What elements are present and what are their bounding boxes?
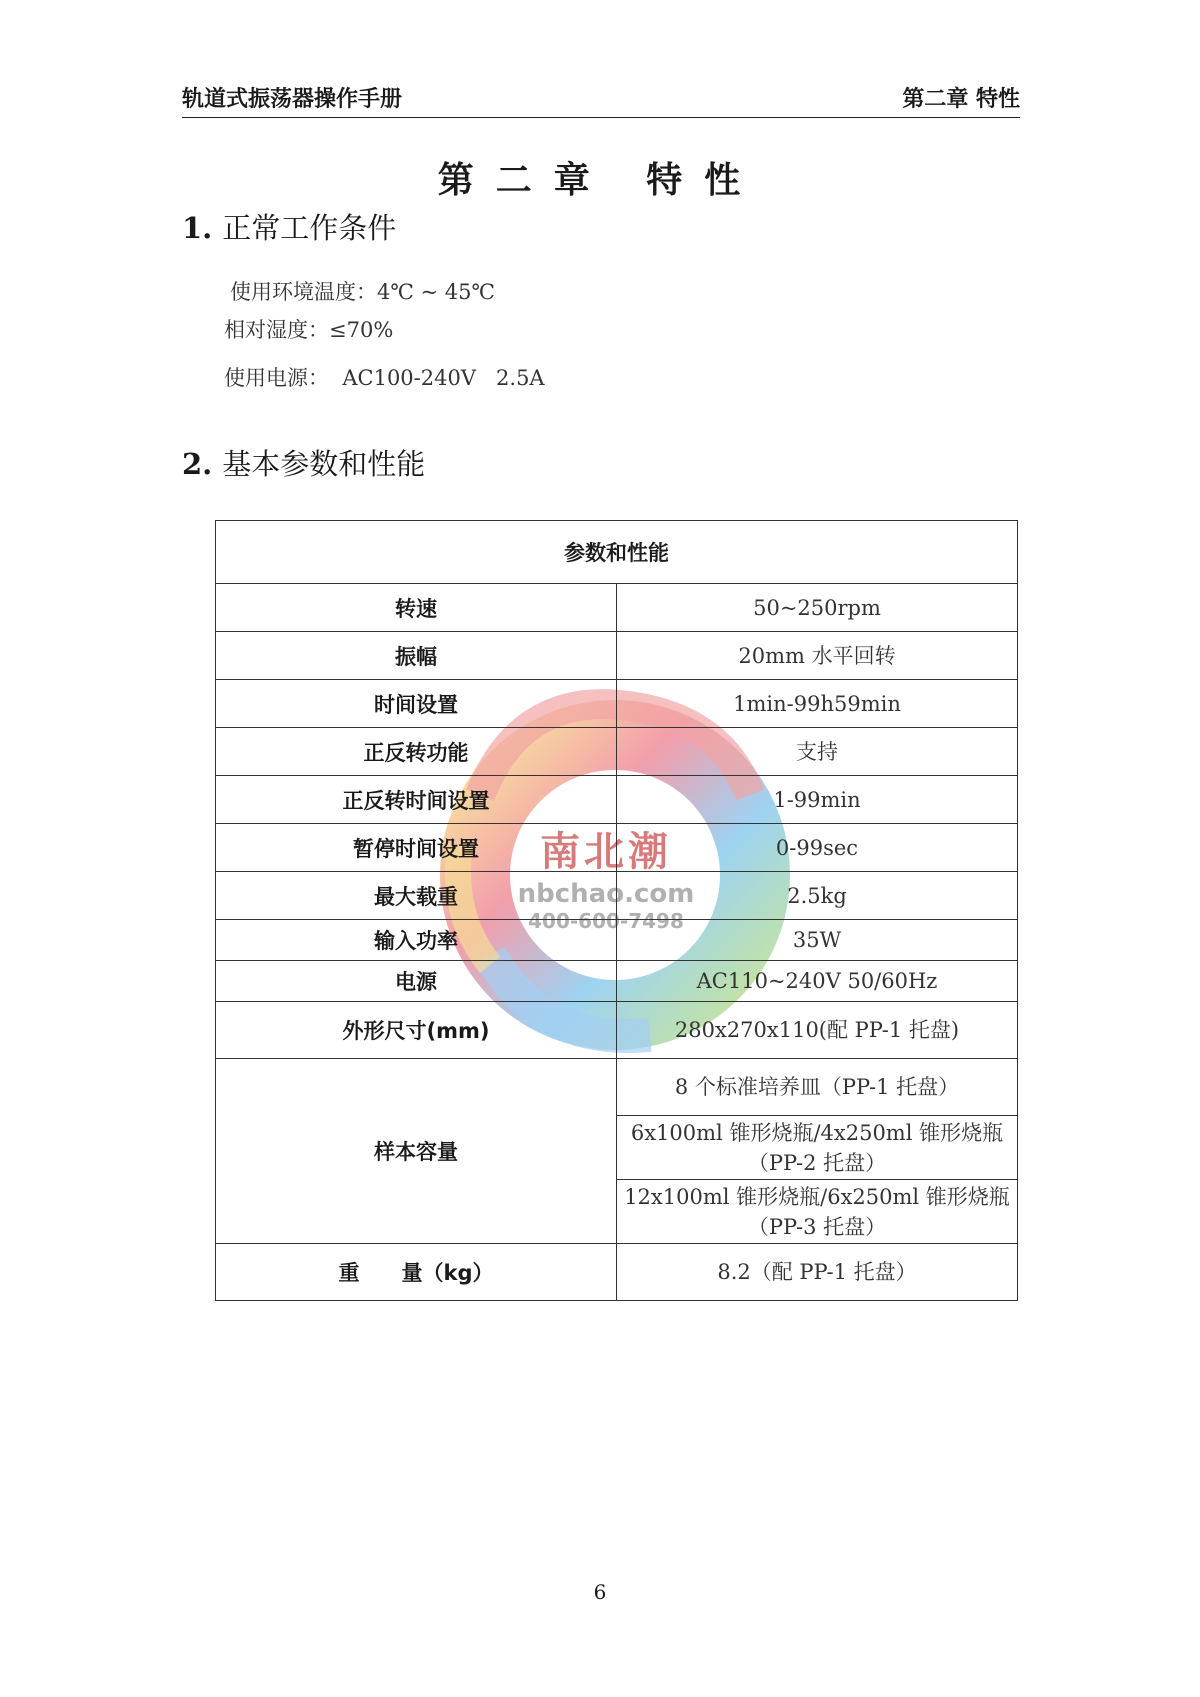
table-row [216,1059,1018,1116]
section-heading-parameters [182,442,425,483]
row-label: 正反转时间设置 [216,776,617,824]
row-label: 电源 [216,961,617,1002]
condition-temperature: 使用环境温度：4℃ ~ 45℃ [230,280,496,304]
row-value: 1-99min [617,776,1018,824]
header-manual-title: 轨道式振荡器操作手册 [182,87,403,112]
capacity-line: 12x100ml 锥形烧瓶/6x250ml 锥形烧瓶 [624,1184,1010,1209]
parameters-table [215,520,1018,1301]
table-row [216,584,1018,632]
table-row [216,1244,1018,1301]
row-value: 0-99sec [617,824,1018,872]
page-header [182,84,1020,118]
table-header-row [216,521,1018,584]
row-label: 输入功率 [216,920,617,961]
row-label: 正反转功能 [216,728,617,776]
table-row [216,824,1018,872]
capacity-line: （PP-2 托盘） [747,1150,887,1175]
watermark-domain: nbchao.com [517,879,695,909]
row-value: 35W [617,920,1018,961]
table-row [216,961,1018,1002]
table-row [216,872,1018,920]
table-row [216,680,1018,728]
row-label: 振幅 [216,632,617,680]
watermark-cn: 南北潮 [540,829,672,875]
capacity-value [617,1180,1018,1244]
table-row [216,728,1018,776]
capacity-line: 8 个标准培养皿（PP-1 托盘） [674,1075,960,1099]
table-row [216,1002,1018,1059]
section-number: 2. [182,447,213,481]
table-row [216,776,1018,824]
row-label: 外形尺寸(mm) [216,1002,617,1059]
header-chapter: 第二章 特性 [902,87,1020,112]
section-title: 基本参数和性能 [222,447,426,481]
section-title: 正常工作条件 [222,211,397,245]
row-label: 暂停时间设置 [216,824,617,872]
capacity-line: （PP-3 托盘） [747,1214,887,1239]
table-row [216,920,1018,961]
weight-label: 重 量（kg） [216,1244,617,1301]
row-value: 1min-99h59min [617,680,1018,728]
condition-power: 使用电源： AC100-240V 2.5A [224,366,545,390]
row-label: 时间设置 [216,680,617,728]
row-value: 20mm 水平回转 [617,632,1018,680]
table-row [216,632,1018,680]
row-label: 最大载重 [216,872,617,920]
weight-value: 8.2（配 PP-1 托盘） [617,1244,1018,1301]
capacity-line: 6x100ml 锥形烧瓶/4x250ml 锥形烧瓶 [630,1120,1004,1145]
row-value: 280x270x110(配 PP-1 托盘) [617,1002,1018,1059]
row-value: AC110~240V 50/60Hz [617,961,1018,1002]
watermark-phone: 400-600-7498 [528,909,684,933]
section-number: 1. [182,211,213,245]
chapter-title: 第二章 特性 [437,159,763,201]
table-header: 参数和性能 [216,521,1018,584]
capacity-value [617,1116,1018,1180]
capacity-label: 样本容量 [216,1059,617,1244]
condition-humidity: 相对湿度：≤70% [224,318,394,342]
row-value: 2.5kg [617,872,1018,920]
capacity-value [617,1059,1018,1116]
row-value: 50~250rpm [617,584,1018,632]
row-value: 支持 [617,728,1018,776]
row-label: 转速 [216,584,617,632]
section-heading-conditions [182,206,396,247]
page-number: 6 [593,1580,607,1604]
